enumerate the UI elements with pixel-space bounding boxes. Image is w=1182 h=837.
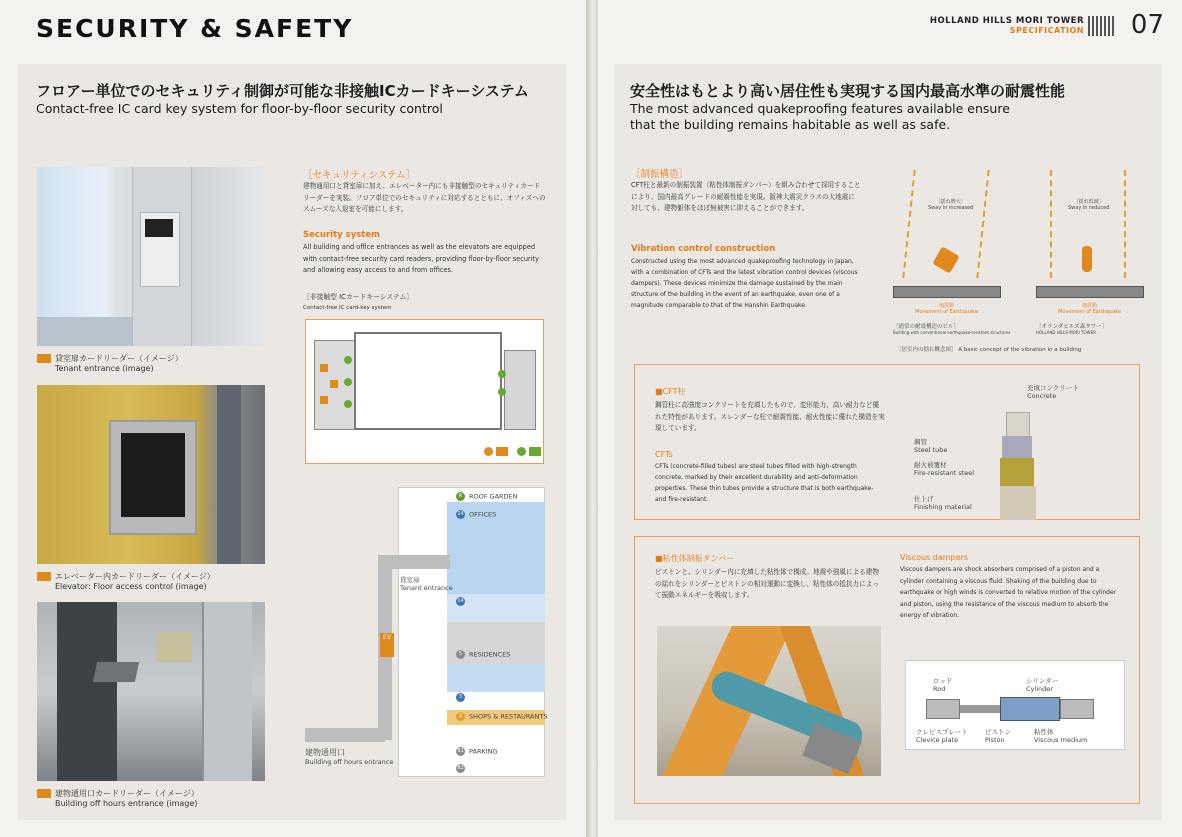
card-icon	[37, 354, 51, 363]
page-number: 07	[1130, 10, 1164, 40]
floor-residences: 5 RESIDENCES	[456, 650, 510, 659]
vibration-text-en: Constructed using the most advanced quakeproofing technology in Japan, with a combination of CFTs and the latest vibration control devices (viscous dampers). These devices minimize the damage sustained by the main structure of the building in the event of an earthquake, even one of a magnitude comparable to that of the Hanshin Earthquake.	[631, 258, 858, 309]
photo-caption-elevator: エレベーター内カードリーダー（イメージ） Elevator: Floor access control (image)	[37, 572, 215, 592]
building-floor-stack	[398, 487, 548, 777]
floor-parking: B1 PARKING	[457, 747, 498, 756]
diagram-title-jp: ［非接触型 ICカードキーシステム］	[303, 293, 414, 301]
vibration-title-jp: ［制振構造］	[631, 169, 689, 180]
damper-label-clevice: クレビスプレート Clevice plate	[916, 728, 968, 744]
card-icon	[37, 789, 51, 798]
access-path-horizontal	[305, 728, 385, 742]
damper-label-piston: ピストン Piston	[985, 728, 1011, 744]
floor-plan-diagram	[305, 319, 544, 464]
ev-marker: EV	[380, 633, 394, 657]
card-reader-screen	[145, 219, 173, 237]
safety-heading-en-1: The most advanced quakeproofing features available ensure	[630, 101, 1010, 116]
vibration-text-jp: CFT柱と最新の制振装置（粘性体制振ダンパー）を組み合わせて採用することにより、国内最高グレードの耐震性能を実現。阪神大震災クラスの大地震に対しても、建物躯体をほぼ無被害に抑えることができます。	[631, 181, 861, 212]
brand-name: HOLLAND HILLS MORI TOWER	[929, 16, 1084, 26]
diagram-title-en: Contact-free IC card-key system	[303, 305, 392, 311]
cft-text-en: CFTs (concrete-filled tubes) are steel tubes filled with high-strength concrete, marked by their excellent durability and anti-deformation properties. These thin tubes provide a structure that is both earthquake- and fire-resistant.	[655, 463, 874, 503]
damper-label-cylinder: シリンダー Cylinder	[1026, 677, 1059, 693]
standing-person-icon	[1082, 246, 1092, 272]
floor-roof-garden: R ROOF GARDEN	[456, 492, 518, 501]
damper-text-en: Viscous dampers are shock absorbers comprised of a piston and a cylinder containing a viscous fluid. Shaking of the building due to earthquake or high winds is converted to relative motion of the cylinder and piston, using the resistance of the viscous medium to absorb the energy of vibration.	[900, 566, 1117, 619]
photo-caption-tenant: 貸室扉カードリーダー（イメージ） Tenant entrance (image)	[37, 354, 183, 374]
safety-heading-en-2: that the building remains habitable as well as safe.	[630, 117, 951, 132]
damper-title-jp: ■粘性体制振ダンパー	[655, 554, 735, 563]
building-entrance-photo	[37, 602, 265, 781]
holland-hills-caption: ［オランダヒルズ森タワー］ HOLLAND HILLS MORI TOWER	[1036, 324, 1108, 335]
legend-card-icon-green	[529, 447, 541, 456]
entrance-card-reader	[93, 662, 139, 682]
security-system-text-en: All building and office entrances as well as the elevators are equipped with contact-free security card readers, providing floor-by-floor security and allowing easy access to and from offices.	[303, 243, 540, 274]
off-hours-entrance-label: 建物通用口 Building off hours entrance	[305, 748, 394, 766]
cft-label-steel-tube: 鋼管 Steel tube	[914, 438, 948, 454]
page-main-title: SECURITY & SAFETY	[36, 14, 354, 43]
sway-reduced-label: ［揺れ低減］ Sway in reduced	[1068, 199, 1110, 211]
cft-title-jp: ■CFT柱	[655, 387, 686, 396]
security-system-title-en: Security system	[303, 230, 380, 240]
elevator-reader-photo	[37, 385, 265, 564]
tenant-entrance-photo	[37, 167, 265, 346]
floor-14: 14	[457, 598, 464, 604]
legend-green-dot	[517, 447, 526, 456]
legend-orange-dot	[484, 447, 493, 456]
cft-label-finishing: 仕上げ Finishing material	[914, 495, 972, 511]
spec-label: SPECIFICATION	[1009, 26, 1084, 35]
security-heading-en: Contact-free IC card key system for floor-by-floor security control	[36, 101, 443, 116]
damper-label-rod: ロッド Rod	[933, 677, 953, 693]
left-page	[0, 0, 588, 837]
conventional-caption: ［通常の耐震構造のビル］ Building with conventional earthquake-resistant structures	[893, 324, 1011, 335]
elevator-card-reader	[121, 433, 185, 517]
bar-graphic-icon	[1088, 16, 1116, 36]
card-icon	[37, 572, 51, 581]
vibration-title-en: Vibration control construction	[631, 244, 776, 254]
floor-shops: 2 SHOPS & RESTAURANTS	[456, 712, 547, 721]
cft-text-jp: 鋼管柱に高強度コンクリートを充填したもので、変形能力、高い耐力など優れた特性があります。スレンダーな柱で耐震性能、耐火性能に優れた構造を実現しています。	[655, 401, 885, 432]
access-path-top	[378, 555, 450, 569]
conventional-building-diagram	[898, 170, 998, 288]
safety-heading-jp: 安全性はもとより高い居住性も実現する国内最高水準の耐震性能	[630, 82, 1066, 100]
cft-column-illustration	[1000, 412, 1036, 520]
ground-slab-left	[893, 286, 1001, 298]
damper-photo	[657, 626, 881, 776]
floor-3: 3	[456, 693, 469, 702]
security-system-text-jp: 建物通用口と貸室扉に加え、エレベーター内にも非接触型のセキュリティカードリーダーを実装。フロア単位でのセキュリティに対応するとともに、オフィスへのスムーズな入退室を可能にします。	[303, 182, 546, 213]
cft-label-concrete: 充填コンクリート Concrete	[1027, 384, 1079, 400]
photo-caption-entrance: 建物通用口カードリーダー（イメージ） Building off hours entrance (image)	[37, 789, 199, 809]
floor-b2: B2	[457, 765, 464, 771]
damper-label-viscous: 粘性体 Viscous medium	[1034, 728, 1088, 744]
tenant-entrance-label: 貸室扉 Tenant entrance	[400, 576, 453, 592]
security-heading-jp: フロアー単位でのセキュリティ制御が可能な非接触ICカードキーシステム	[36, 82, 529, 100]
damper-text-jp: ピストンと、シリンダー内に充填した粘性体で構成。地震や強風による建物の揺れをシリンダーとピストンの相対運動に変換し、粘性体の抵抗力によって振動エネルギーを吸収します。	[655, 568, 879, 599]
concept-caption: ［居室内の揺れ概念図］ A basic concept of the vibration in a building	[896, 347, 1082, 353]
damper-title-en: Viscous dampers	[900, 553, 968, 562]
security-system-title-jp: ［セキュリティシステム］	[303, 170, 416, 181]
ground-slab-right	[1036, 286, 1144, 298]
earthquake-movement-left: 地震動 Movement of Earthquake	[915, 303, 979, 315]
holland-hills-building-diagram	[1040, 170, 1140, 288]
legend-card-icon	[496, 447, 508, 456]
floor-offices: 24 OFFICES	[457, 510, 497, 519]
cft-title-en: CFTs	[655, 450, 673, 459]
sway-increased-label: ［揺れ増大］ Sway in increased	[928, 199, 974, 211]
cft-label-fire-resistant: 耐火被覆材 Fire-resistant steel	[914, 461, 975, 477]
earthquake-movement-right: 地震動 Movement of Earthquake	[1058, 303, 1122, 315]
